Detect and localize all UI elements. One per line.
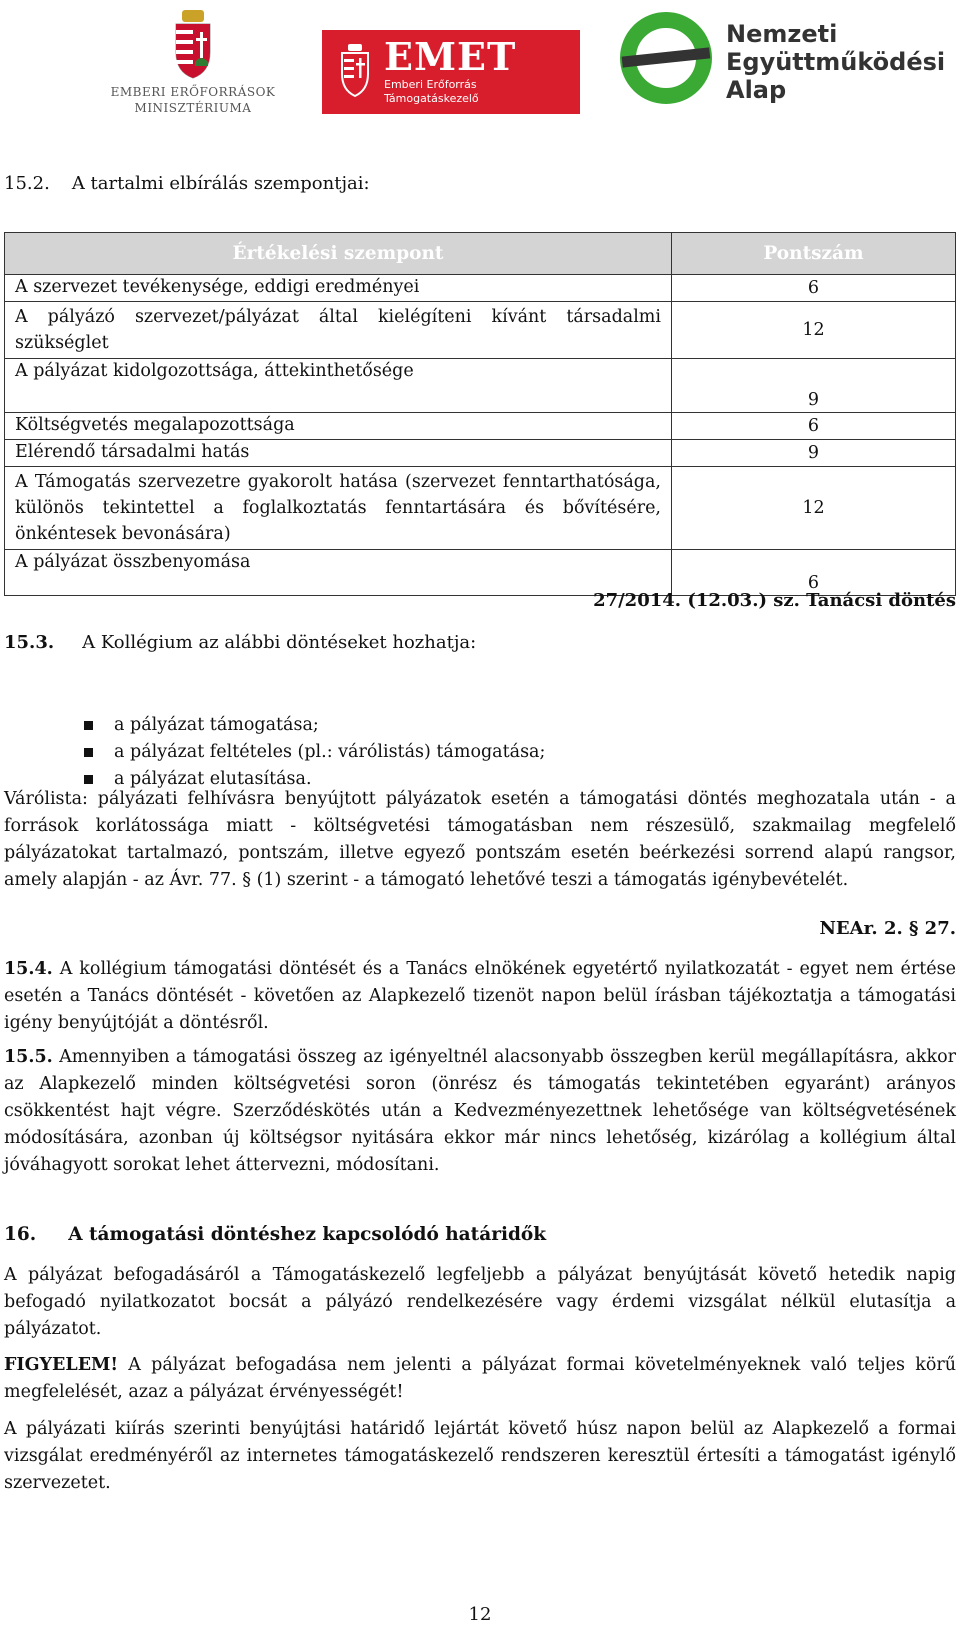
waitlist-lead: Várólista (4, 789, 83, 809)
header-criterion: Értékelési szempont (5, 233, 672, 275)
decision-options-list (84, 712, 545, 793)
section-16-paragraph-3: A pályázati kiírás szerinti benyújtási határidő lejártát követő húsz napon belül az Alapkezelő a formai vizsgálat eredményéről az internetes támogatáskezelő rendszeren keresztül értesíti a támogatást igénylő szervezetet. (4, 1419, 956, 1493)
section-16-heading (4, 1224, 546, 1245)
emet-logo (322, 30, 580, 114)
warning-lead: FIGYELEM! (4, 1355, 119, 1375)
table-row (5, 275, 956, 302)
section-15-3-heading (4, 632, 476, 653)
near-reference: NEAr. 2. § 27. (819, 918, 956, 939)
criterion-cell: Költségvetés megalapozottsága (5, 413, 672, 440)
criterion-cell: A szervezet tevékenysége, eddigi eredményei (5, 275, 672, 302)
criterion-cell: A pályázó szervezet/pályázat által kielégíteni kívánt társadalmi szükséglet (5, 302, 672, 359)
decision-reference: 27/2014. (12.03.) sz. Tanácsi döntés (593, 590, 956, 611)
section-title: A Kollégium az alábbi döntéseket hozhatja: (82, 632, 477, 653)
criterion-cell: Elérendő társadalmi hatás (5, 440, 672, 467)
points-cell: 9 (672, 440, 956, 467)
waitlist-paragraph (4, 786, 956, 894)
waitlist-text: : pályázati felhívásra benyújtott pályázatok esetén a támogatási döntés meghozatala után - a források korlátossága miatt - költségvetési támogatásban nem részesülő, szakmailag megfelelő pályázatokat tartalmazó, pontszám, illetve egyező pontszám esetén beérkezési sorrend alapú rangsor, amely alapján - az Ávr. 77. § (1) szerint - a támogató lehetővé teszi a támogatás igénybevételét. (4, 789, 956, 890)
table-row (5, 550, 956, 596)
criterion-cell: A pályázat kidolgozottsága, áttekinthetősége (5, 359, 672, 413)
warning-text: A pályázat befogadása nem jelenti a pályázat formai követelményeknek való teljes körű megfelelését, azaz a pályázat érvényességét! (4, 1355, 956, 1402)
points-cell: 6 (672, 550, 956, 596)
emet-sub-line-1: Emberi Erőforrás (384, 78, 477, 91)
section-number: 15.4. (4, 959, 53, 979)
section-number: 15.5. (4, 1047, 53, 1067)
header-logos (0, 0, 960, 125)
table-row (5, 359, 956, 413)
section-title: A támogatási döntéshez kapcsolódó határidők (68, 1224, 547, 1245)
table-header-row (5, 233, 956, 275)
points-cell: 6 (672, 275, 956, 302)
section-number: 16. (4, 1224, 37, 1245)
criterion-cell: A pályázat összbenyomása (5, 550, 672, 596)
section-15-2-heading (4, 173, 370, 194)
hungarian-crest-icon (170, 8, 216, 80)
section-number: 15.2. (4, 173, 50, 194)
emmi-line-2: MINISZTÉRIUMA (134, 101, 252, 115)
section-number: 15.3. (4, 632, 55, 653)
table-row (5, 440, 956, 467)
nea-line-1: Nemzeti (726, 20, 838, 48)
section-title: A tartalmi elbírálás szempontjai: (71, 173, 370, 194)
list-item: a pályázat támogatása; (84, 712, 545, 739)
header-points: Pontszám (672, 233, 956, 275)
emet-sub-line-2: Támogatáskezelő (384, 92, 479, 105)
list-item: a pályázat elutasítása. (84, 766, 545, 793)
nea-logo (618, 10, 948, 110)
points-cell: 12 (672, 302, 956, 359)
warning-paragraph (4, 1352, 956, 1406)
points-cell: 12 (672, 467, 956, 550)
points-cell: 6 (672, 413, 956, 440)
list-item: a pályázat feltételes (pl.: várólistás) támogatása; (84, 739, 545, 766)
emmi-line-1: EMBERI ERŐFORRÁSOK (110, 85, 276, 99)
criterion-cell: A Támogatás szervezetre gyakorolt hatása (szervezet fenntarthatósága, különös tekintettel a foglalkoztatás fenntartására és bővítésére, önkéntesek bevonására) (5, 467, 672, 550)
section-text: Amennyiben a támogatási összeg az igényeltnél alacsonyabb összegben kerül megállapításra, akkor az Alapkezelő minden költségvetési soron (önrész és támogatás tekintetében egyaránt) arányos csökkentést hajt végre. Szerződéskötés után a Kedvezményezettnek lehetősége van költségvetésének módosítására, azonban új költségsor nyitására ekkor már nincs lehetőség, kizárólag a kollégium által jóváhagyott sorokat lehet áttervezni, módosítani. (4, 1047, 956, 1175)
section-15-4-paragraph (4, 956, 956, 1037)
table-row (5, 302, 956, 359)
emet-crest-icon (340, 44, 370, 98)
nea-line-2: Együttműködési (726, 48, 946, 76)
section-text: A kollégium támogatási döntését és a Tanács elnökének egyetértő nyilatkozatát - egyet nem értése esetén a Tanács döntését - követően az Alapkezelő tizenöt napon belül írásban tájékoztatja a támogatási igény benyújtóját a döntésről. (4, 959, 956, 1033)
nea-ring-icon (618, 10, 714, 106)
points-cell: 9 (672, 359, 956, 413)
page-number: 12 (468, 1604, 492, 1625)
nea-line-3: Alap (726, 76, 787, 104)
evaluation-criteria-table (4, 232, 956, 596)
table-row (5, 413, 956, 440)
section-15-5-paragraph (4, 1044, 956, 1179)
emet-wordmark: EMET (384, 34, 517, 79)
table-row (5, 467, 956, 550)
section-16-paragraph-1: A pályázat befogadásáról a Támogatáskezelő legfeljebb a pályázat benyújtását követő hetedik napig befogadó nyilatkozatot bocsát a pályázó rendelkezésére vagy érdemi vizsgálat nélkül elutasítja a pályázatot. (4, 1265, 956, 1339)
emmi-logo (108, 8, 278, 120)
